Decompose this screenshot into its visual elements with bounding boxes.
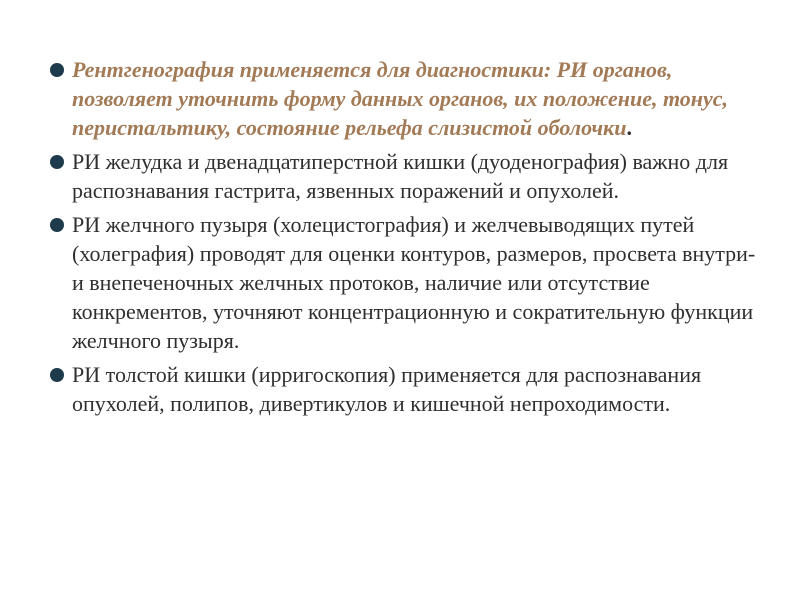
bullet-dot-icon bbox=[50, 218, 64, 232]
bullet-text: Рентгенография применяется для диагностики: РИ органов, позволяет уточнить форму данных органов, их положение, тонус, перистальтику, состояние рельефа слизистой оболочки bbox=[72, 57, 729, 140]
bullet-dot-icon bbox=[50, 368, 64, 382]
bullet-item-1 bbox=[46, 55, 766, 142]
bullet-text: РИ толстой кишки (ирригоскопия) применяется для распознавания опухолей, полипов, дивертикулов и кишечной непроходимости. bbox=[72, 362, 702, 416]
bullet-dot-icon bbox=[50, 155, 64, 169]
bullet-list bbox=[46, 55, 766, 423]
bullet-item-2 bbox=[46, 147, 766, 205]
bullet-item-3 bbox=[46, 210, 766, 355]
bullet-item-4 bbox=[46, 360, 766, 418]
bullet-suffix: . bbox=[626, 115, 632, 140]
bullet-text: РИ желудка и двенадцатиперстной кишки (дуоденография) важно для распознавания гастрита, язвенных поражений и опухолей. bbox=[72, 149, 729, 203]
bullet-text: РИ желчного пузыря (холецистография) и желчевыводящих путей (холеграфия) проводят для оценки контуров, размеров, просвета внутри- и внепеченочных желчных протоков, наличие или отсутствие конкрементов, уточняют концентрационную и сократительную функции желчного пузыря. bbox=[72, 212, 756, 353]
bullet-dot-icon bbox=[50, 63, 64, 77]
